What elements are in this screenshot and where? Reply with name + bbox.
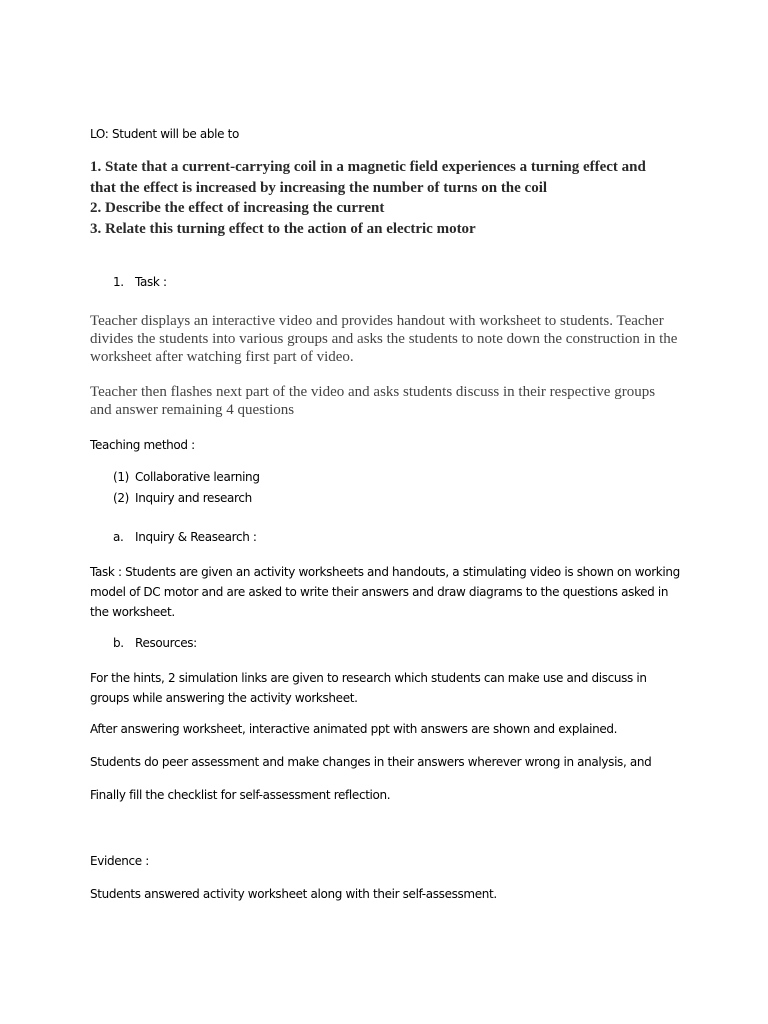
teaching-method-heading: Teaching method : xyxy=(90,438,195,452)
list-marker: (1) xyxy=(113,470,129,484)
resources-label: Resources: xyxy=(135,636,197,650)
evidence-heading: Evidence : xyxy=(90,854,149,868)
task-paragraph: Teacher displays an interactive video and provides handout with worksheet to students. Teacher divides the students into various groups and asks the students to note down the construction in the worksheet after watching first part of video. xyxy=(90,313,678,365)
inquiry-list-item xyxy=(113,530,257,544)
resources-paragraph: After answering worksheet, interactive animated ppt with answers are shown and explained. xyxy=(90,722,618,736)
resources-paragraph: Students do peer assessment and make changes in their answers wherever wrong in analysis, and xyxy=(90,755,652,769)
lo-heading: LO: Student will be able to xyxy=(90,127,239,141)
list-marker: (2) xyxy=(113,491,129,505)
teaching-method-item xyxy=(113,491,252,505)
teaching-method-item xyxy=(113,470,260,484)
inquiry-label: Inquiry & Reasearch : xyxy=(135,530,257,544)
objective-line: 1. State that a current-carrying coil in a magnetic field experiences a turning effect and xyxy=(90,159,646,175)
resources-list-item xyxy=(113,636,197,650)
task-list-item xyxy=(113,275,167,289)
resources-paragraph: Finally fill the checklist for self-assessment reflection. xyxy=(90,788,391,802)
list-marker: b. xyxy=(113,636,124,650)
objectives-block xyxy=(90,157,646,239)
inquiry-paragraph: Task : Students are given an activity worksheets and handouts, a stimulating video is shown on working model of DC motor and are asked to write their answers and draw diagrams to the questions asked in the worksheet. xyxy=(90,565,680,619)
task-paragraph: Teacher then flashes next part of the video and asks students discuss in their respective groups and answer remaining 4 questions xyxy=(90,384,656,418)
resources-paragraph: For the hints, 2 simulation links are given to research which students can make use and discuss in groups while answering the activity worksheet. xyxy=(90,671,647,705)
evidence-paragraph: Students answered activity worksheet along with their self-assessment. xyxy=(90,887,497,901)
list-marker: a. xyxy=(113,530,124,544)
task-label: Task : xyxy=(135,275,167,289)
teaching-method-label: Collaborative learning xyxy=(135,470,260,484)
objective-line: 3. Relate this turning effect to the action of an electric motor xyxy=(90,220,476,237)
teaching-method-label: Inquiry and research xyxy=(135,491,252,505)
objective-line: 2. Describe the effect of increasing the current xyxy=(90,200,385,216)
list-marker: 1. xyxy=(113,275,124,289)
objective-line: that the effect is increased by increasing the number of turns on the coil xyxy=(90,179,548,196)
